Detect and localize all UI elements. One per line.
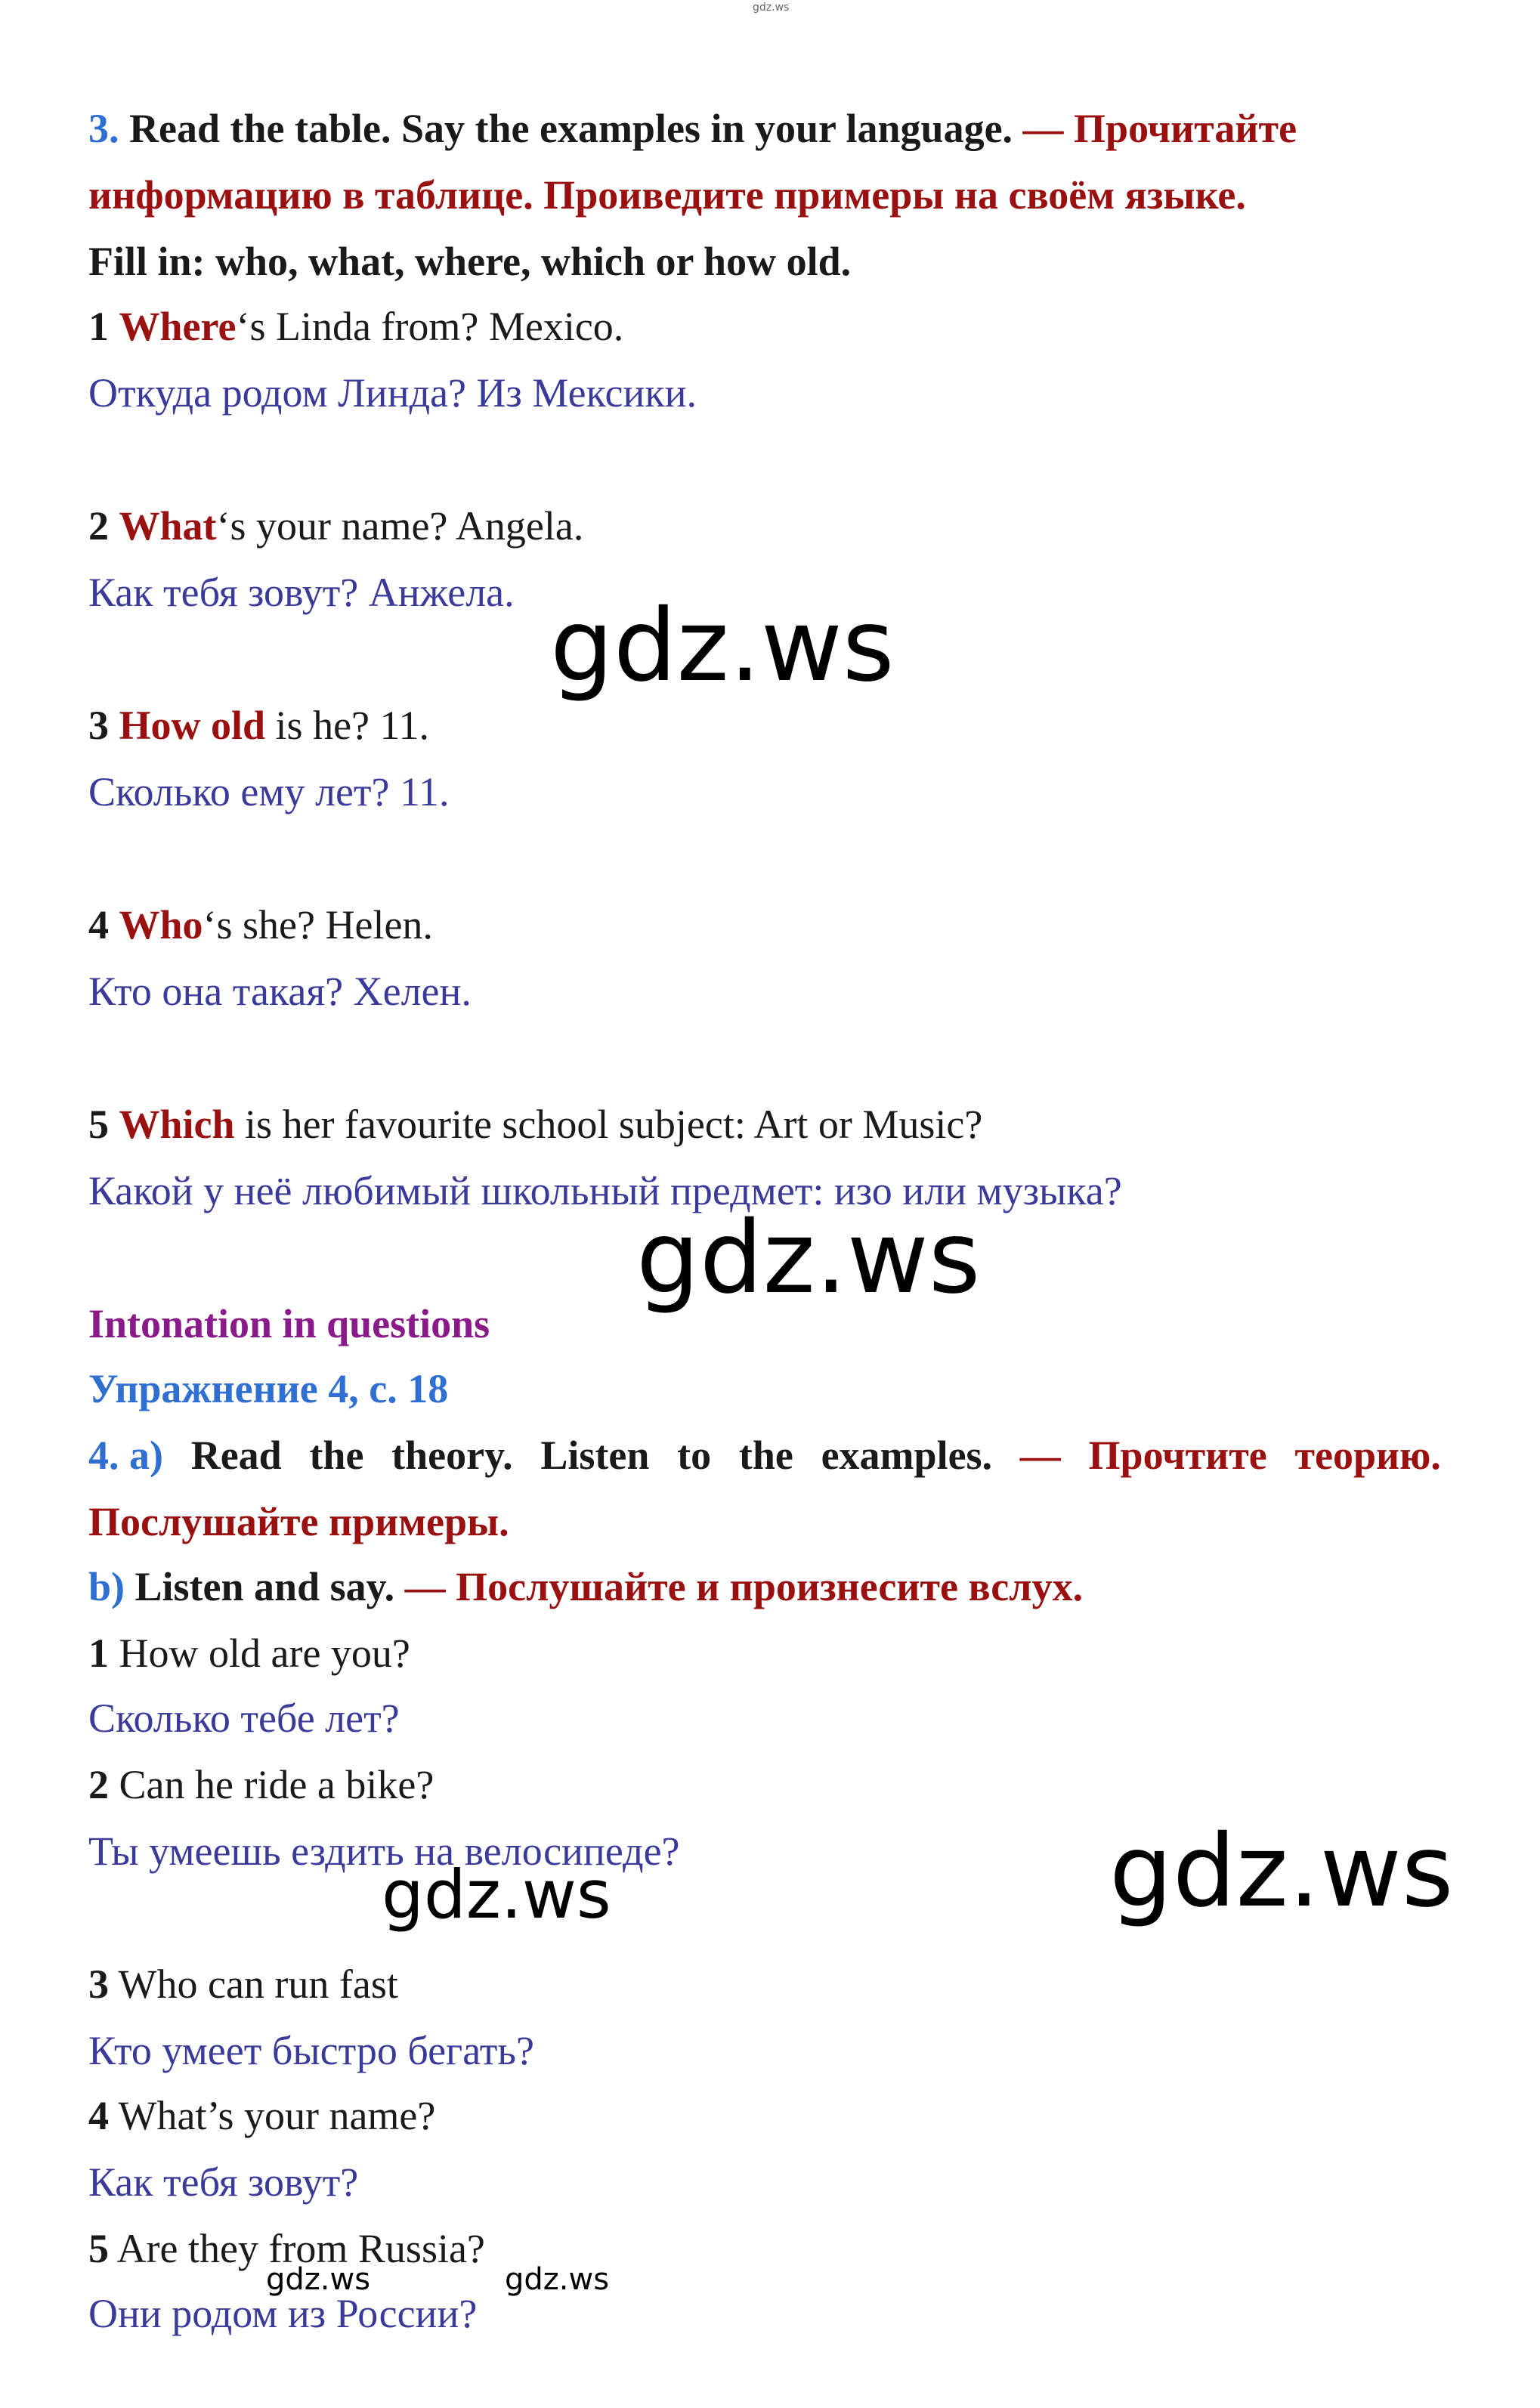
watermark: gdz.ws [550, 588, 895, 704]
exercise-reference: Упражнение 4, с. 18 [88, 1366, 449, 1411]
answer-word: How old [119, 703, 266, 748]
title-word: теорию. [1294, 1433, 1441, 1478]
item-text: Are they from Russia? [109, 2226, 485, 2271]
title-word: examples. [821, 1433, 993, 1478]
title-word: theory. [391, 1433, 513, 1478]
ex3-item-4-ru: Кто она такая? Хелен. [88, 969, 472, 1014]
item-number: 1 [88, 1631, 109, 1676]
watermark: gdz.ws [636, 1200, 981, 1316]
ex4-item-2-ru: Ты умеешь ездить на велосипеде? [88, 1828, 680, 1874]
answer-word: Who [119, 902, 203, 947]
ex3-item-2-ru: Как тебя зовут? Анжела. [88, 570, 515, 615]
ex3-item-1 [88, 302, 623, 351]
item-text: Who can run fast [109, 1961, 398, 2007]
header-watermark: gdz.ws [753, 2, 790, 14]
ex4a-ru-cont: Послушайте примеры. [88, 1499, 509, 1544]
ex3-title-ru-cont: информацию в таблице. Проиведите примеры на своём языке. [88, 172, 1246, 218]
ex3-item-4 [88, 901, 433, 949]
ex4-item-2 [88, 1760, 434, 1809]
item-text: How old are you? [109, 1631, 410, 1676]
ex3-title-ru: — Прочитайте [1022, 106, 1297, 151]
ex4-item-5-ru: Они родом из России? [88, 2291, 478, 2336]
ex4b-title-en: Listen and say. [135, 1564, 395, 1609]
ex4-item-4 [88, 2091, 435, 2140]
title-word: the [309, 1433, 364, 1478]
item-number: 3 [88, 1961, 109, 2007]
answer-word: What [119, 503, 217, 549]
watermark: gdz.ws [505, 2262, 610, 2297]
watermark: gdz.ws [266, 2262, 371, 2297]
item-text: is her favourite school subject: Art or Music? [234, 1102, 983, 1147]
ex3-title-line [88, 104, 1297, 153]
ex3-fill-in: Fill in: who, what, where, which or how old. [88, 239, 852, 284]
item-text: ‘s your name? Angela. [216, 503, 584, 549]
ex3-item-5-ru: Какой у неё любимый школьный предмет: изо или музыка? [88, 1168, 1122, 1213]
ex4a-title-line [88, 1431, 1441, 1479]
section-heading: Intonation in questions [88, 1301, 490, 1346]
watermark: gdz.ws [382, 1856, 611, 1934]
item-number: 2 [88, 503, 109, 549]
title-word: — [1019, 1433, 1061, 1478]
item-text: ‘s she? Helen. [203, 902, 433, 947]
item-number: 2 [88, 1762, 109, 1807]
item-number: 1 [88, 304, 109, 349]
ex3-item-2 [88, 502, 583, 550]
watermark: gdz.ws [1109, 1813, 1454, 1930]
ex3-number: 3. [88, 106, 119, 151]
item-text: Can he ride a bike? [109, 1762, 434, 1807]
ex3-item-3 [88, 701, 429, 750]
title-word: to [677, 1433, 712, 1478]
item-number: 5 [88, 1102, 109, 1147]
item-text: What’s your name? [109, 2093, 436, 2138]
title-word: the [738, 1433, 793, 1478]
item-text: ‘s Linda from? Mexico. [236, 304, 624, 349]
ex4-item-3-ru: Кто умеет быстро бегать? [88, 2028, 534, 2073]
title-word: Прочтите [1088, 1433, 1267, 1478]
item-number: 4 [88, 902, 109, 947]
ex4-item-4-ru: Как тебя зовут? [88, 2159, 359, 2205]
item-number: 3 [88, 703, 109, 748]
ex4-item-3 [88, 1960, 398, 2008]
ex4b-title-line [88, 1563, 1083, 1611]
item-number: 5 [88, 2226, 109, 2271]
ex3-item-1-ru: Откуда родом Линда? Из Мексики. [88, 370, 697, 416]
ex4-item-1-ru: Сколько тебе лет? [88, 1695, 400, 1741]
ex3-title-en: Read the table. Say the examples in your language. [129, 106, 1013, 151]
title-word: Listen [540, 1433, 650, 1478]
ex4b-label: b) [88, 1564, 125, 1609]
item-text: is he? 11. [265, 703, 429, 748]
answer-word: Which [119, 1102, 235, 1147]
ex3-item-5 [88, 1100, 982, 1148]
item-number: 4 [88, 2093, 109, 2138]
title-word: Read [190, 1433, 282, 1478]
answer-word: Where [119, 304, 237, 349]
ex4b-title-ru: — Послушайте и произнесите вслух. [404, 1564, 1084, 1609]
ex4a-label: 4. a) [88, 1433, 163, 1478]
ex3-item-3-ru: Сколько ему лет? 11. [88, 769, 450, 815]
ex4-item-1 [88, 1629, 410, 1677]
